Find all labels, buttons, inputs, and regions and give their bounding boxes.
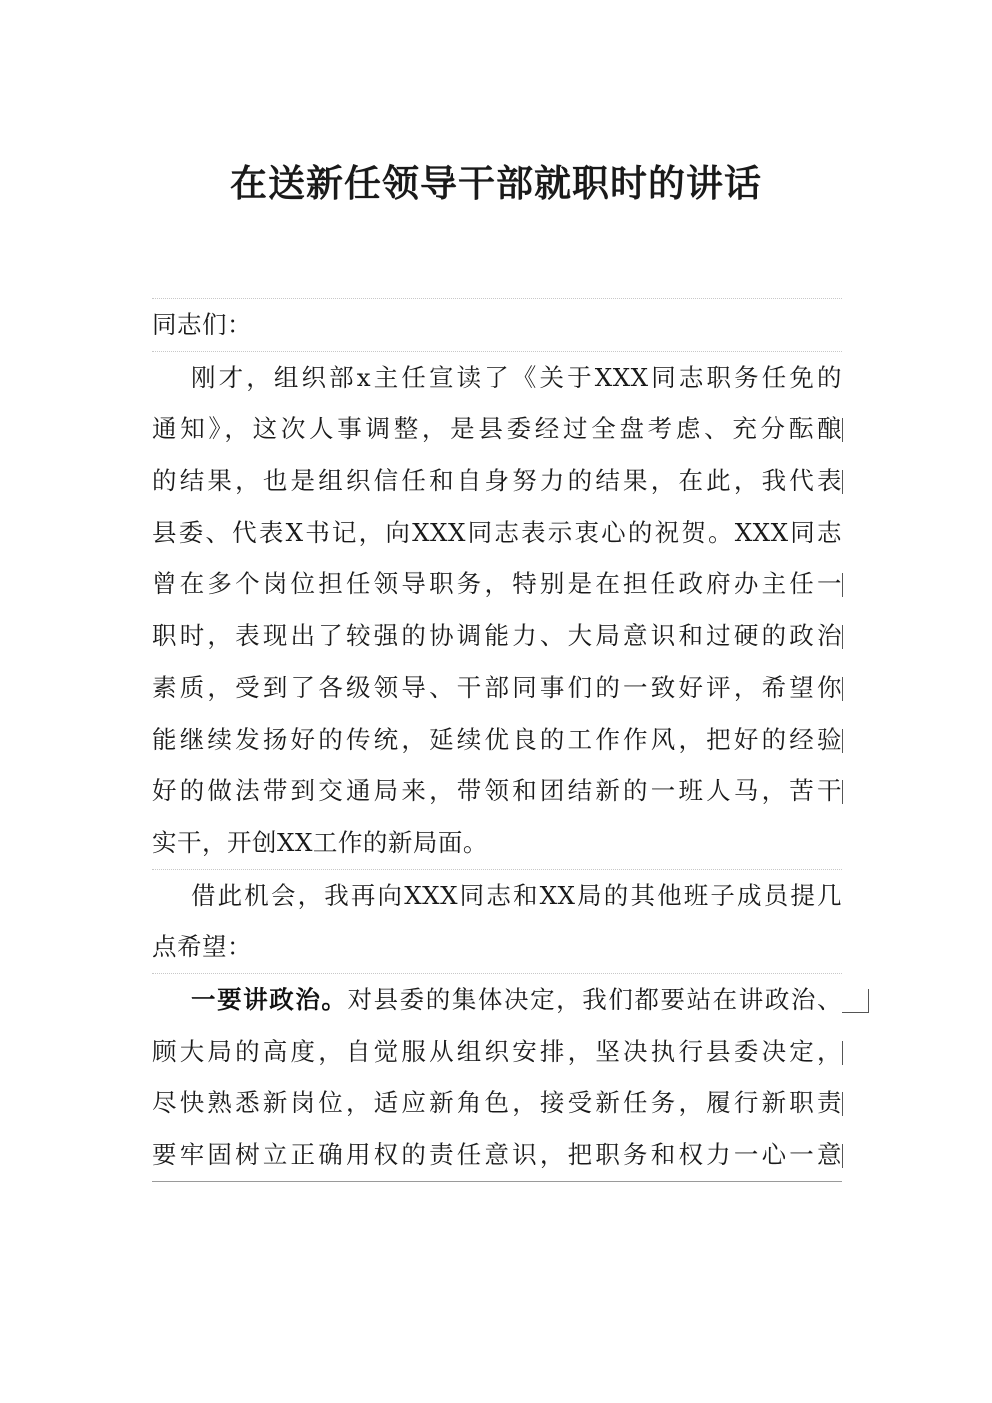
paragraph-line: 的结果，也是组织信任和自身努力的结果，在此，我代表 — [152, 466, 842, 496]
revision-bar — [842, 418, 843, 442]
document-title: 在送新任领导干部就职时的讲话 — [230, 161, 762, 205]
paragraph-3 — [152, 974, 842, 1181]
paragraph-line: 点希望： — [152, 932, 252, 962]
paragraph-line: 实干，开创XX工作的新局面。 — [152, 827, 488, 857]
paragraph-line: 通知》，这次人事调整，是县委经过全盘考虑、充分酝酿 — [152, 414, 842, 444]
revision-bar — [842, 470, 843, 494]
paragraph-line: 刚才，组织部x主任宣读了《关于XXX同志职务任免的 — [191, 362, 842, 392]
revision-bar — [842, 1041, 843, 1065]
revision-mark — [842, 1012, 869, 1013]
paragraph-line: 借此机会，我再向XXX同志和XX局的其他班子成员提几 — [191, 880, 842, 910]
paragraph-line: 县委、代表X书记，向XXX同志表示衷心的祝贺。XXX同志 — [152, 517, 842, 547]
paragraph-line: 一要讲政治。对县委的集体决定，我们都要站在讲政治、 — [152, 974, 842, 1026]
revision-bar — [868, 989, 869, 1013]
paragraph-2 — [152, 870, 842, 973]
paragraph-line: 职时，表现出了较强的协调能力、大局意识和过硬的政治 — [152, 621, 842, 651]
paragraph-line: 好的做法带到交通局来，带领和团结新的一班人马，苦干 — [152, 776, 842, 806]
revision-bar — [842, 625, 843, 649]
revision-bar — [842, 573, 843, 597]
salutation: 同志们： — [152, 310, 252, 339]
paragraph-line: 能继续发扬好的传统，延续优良的工作作风，把好的经验 — [152, 724, 842, 754]
revision-bar — [842, 1092, 843, 1116]
paragraph-line: 曾在多个岗位担任领导职务，特别是在担任政府办主任一 — [152, 569, 842, 599]
revision-bar — [842, 780, 843, 804]
paragraph-line: 尽快熟悉新岗位，适应新角色，接受新任务，履行新职责 — [152, 1088, 842, 1118]
paragraph-line: 顾大局的高度，自觉服从组织安排，坚决执行县委决定， — [152, 1036, 842, 1066]
paragraph-heading: 一要讲政治。 — [191, 984, 348, 1014]
document-body — [152, 298, 842, 1182]
page-bottom-rule — [152, 1181, 842, 1182]
revision-bar — [842, 729, 843, 753]
paragraph-line: 素质，受到了各级领导、干部同事们的一致好评，希望你 — [152, 672, 842, 702]
paragraph-1 — [152, 352, 842, 869]
revision-bar — [842, 677, 843, 701]
revision-bar — [842, 1144, 843, 1168]
paragraph-line: 要牢固树立正确用权的责任意识，把职务和权力一心一意 — [152, 1140, 842, 1169]
